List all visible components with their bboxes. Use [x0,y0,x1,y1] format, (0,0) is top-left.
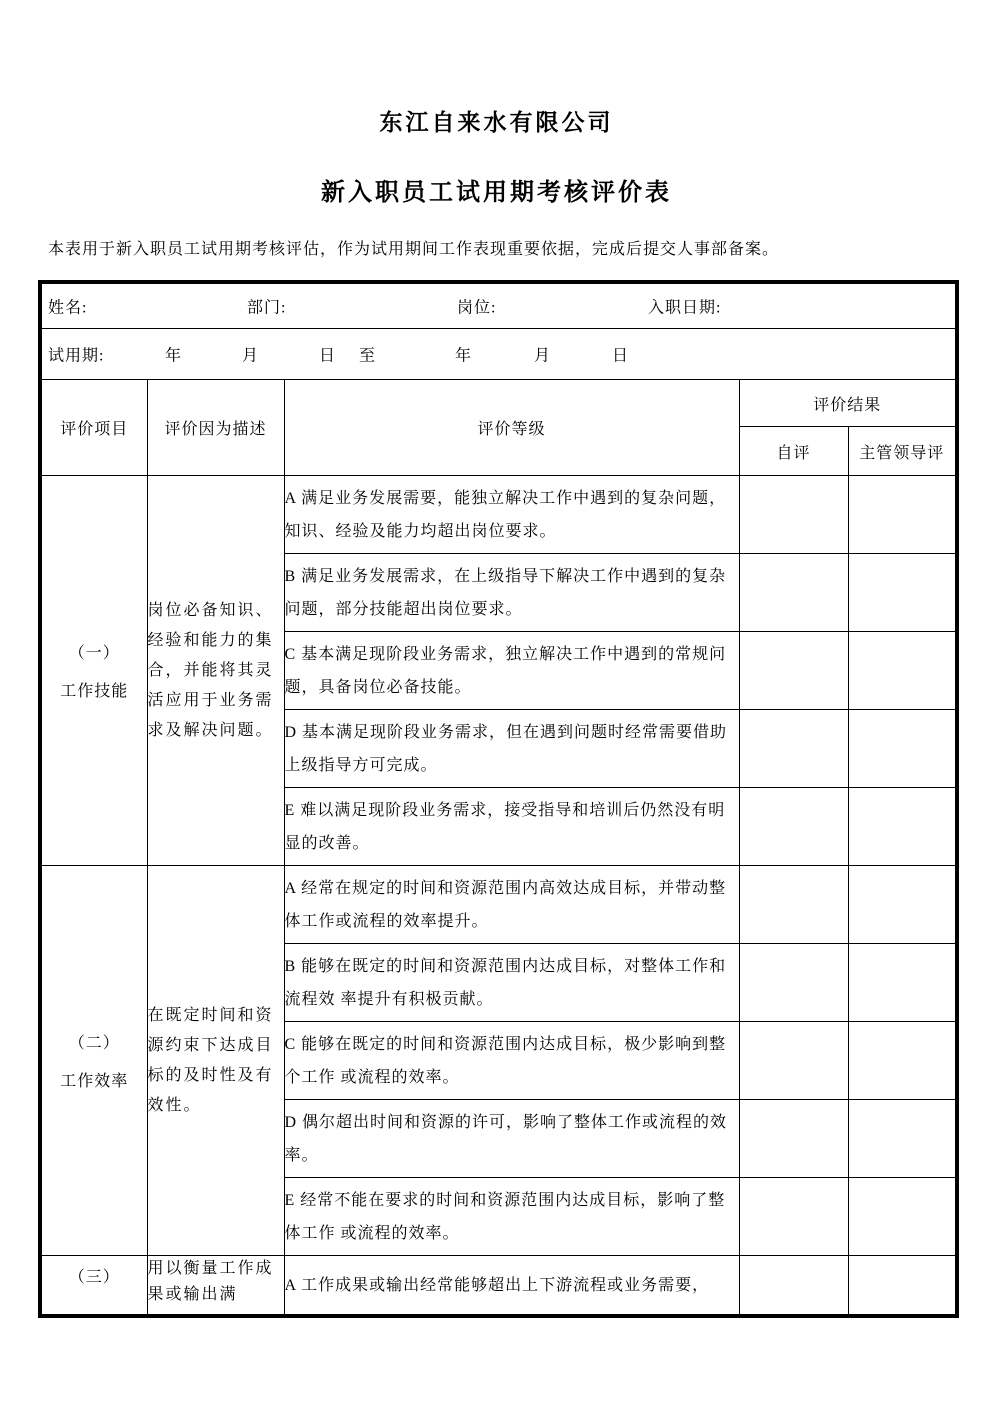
section1-item-cell [40,476,147,866]
section3-row-a [40,1256,957,1317]
leader-rating-cell[interactable] [848,632,957,710]
to-label: 至 [359,347,377,365]
section2-item-cell [40,866,147,1256]
self-rating-cell[interactable] [739,944,848,1022]
grade-text: C 基本满足现阶段业务需求，独立解决工作中遇到的常规问题，具备岗位必备技能。 [284,632,739,710]
self-rating-cell[interactable] [739,788,848,866]
header-result: 评价结果 [739,380,957,427]
header-row-1 [40,380,957,427]
leader-rating-cell[interactable] [848,788,957,866]
grade-text: B 能够在既定的时间和资源范围内达成目标，对整体工作和流程效 率提升有积极贡献。 [284,944,739,1022]
grade-text: E 经常不能在要求的时间和资源范围内达成目标，影响了整体工作 或流程的效率。 [284,1178,739,1256]
section2-row-a [40,866,957,944]
self-rating-cell[interactable] [739,554,848,632]
month-end-label: 月 [534,347,552,365]
grade-text: A 经常在规定的时间和资源范围内高效达成目标，并带动整体工作或流程的效率提升。 [284,866,739,944]
info-fill-cell[interactable] [40,282,957,329]
intro-text: 本表用于新入职员工试用期考核评估，作为试用期间工作表现重要依据，完成后提交人事部备案。 [48,241,780,258]
dept-label: 部门: [247,299,287,317]
self-rating-cell[interactable] [739,1100,848,1178]
section1-factor-cell: 岗位必备知识、经验和能力的集合，并能将其灵活应用于业务需求及解决问题。 [147,476,284,866]
self-rating-cell[interactable] [739,476,848,554]
section1-item-name: 工作技能 [60,683,129,700]
section3-item-number: （三） [68,1269,120,1286]
header-factor: 评价因为描述 [147,380,284,476]
grade-text: D 偶尔超出时间和资源的许可，影响了整体工作或流程的效率。 [284,1100,739,1178]
header-item: 评价项目 [40,380,147,476]
grade-text: A 满足业务发展需要，能独立解决工作中遇到的复杂问题，知识、经验及能力均超出岗位要求。 [284,476,739,554]
header-self: 自评 [739,427,848,476]
month-start-label: 月 [242,347,260,365]
day-end-label: 日 [612,347,630,365]
self-rating-cell[interactable] [739,1256,848,1317]
evaluation-table [38,280,959,1318]
probation-row [40,329,957,380]
leader-rating-cell[interactable] [848,944,957,1022]
leader-rating-cell[interactable] [848,866,957,944]
grade-text: E 难以满足现阶段业务需求，接受指导和培训后仍然没有明显的改善。 [284,788,739,866]
self-rating-cell[interactable] [739,1022,848,1100]
section3-factor-cell [147,1256,284,1317]
header-grade: 评价等级 [284,380,739,476]
company-title: 东江自来水有限公司 [379,110,614,135]
info-row [40,282,957,329]
leader-rating-cell[interactable] [848,476,957,554]
section2-factor-cell: 在既定时间和资源约束下达成目标的及时性及有效性。 [147,866,284,1256]
year-end-label: 年 [455,347,473,365]
section1-row-a [40,476,957,554]
self-rating-cell[interactable] [739,866,848,944]
grade-text: D 基本满足现阶段业务需求，但在遇到问题时经常需要借助上级指导方可完成。 [284,710,739,788]
section3-factor-text: 用以衡量工作成果或输出满 [147,1260,274,1303]
leader-rating-cell[interactable] [848,1178,957,1256]
position-label: 岗位: [457,299,497,317]
self-rating-cell[interactable] [739,710,848,788]
leader-rating-cell[interactable] [848,554,957,632]
probation-label: 试用期: [48,347,105,365]
self-rating-cell[interactable] [739,632,848,710]
grade-text: C 能够在既定的时间和资源范围内达成目标，极少影响到整个工作 或流程的效率。 [284,1022,739,1100]
section2-item-number: （二） [68,1035,120,1052]
year-start-label: 年 [165,347,183,365]
self-rating-cell[interactable] [739,1178,848,1256]
hire-date-label: 入职日期: [648,299,722,317]
form-title: 新入职员工试用期考核评价表 [321,180,672,206]
header-leader: 主管领导评 [848,427,957,476]
leader-rating-cell[interactable] [848,1256,957,1317]
name-label: 姓名: [48,299,88,317]
leader-rating-cell[interactable] [848,1100,957,1178]
leader-rating-cell[interactable] [848,710,957,788]
section1-item-number: （一） [68,645,120,662]
probation-fill-cell[interactable] [40,329,957,380]
section2-item-name: 工作效率 [60,1073,129,1090]
day-start-label: 日 [319,347,337,365]
grade-text: A 工作成果或输出经常能够超出上下游流程或业务需要， [284,1256,739,1317]
grade-text: B 满足业务发展需求，在上级指导下解决工作中遇到的复杂问题，部分技能超出岗位要求。 [284,554,739,632]
section3-item-cell [40,1256,147,1317]
leader-rating-cell[interactable] [848,1022,957,1100]
